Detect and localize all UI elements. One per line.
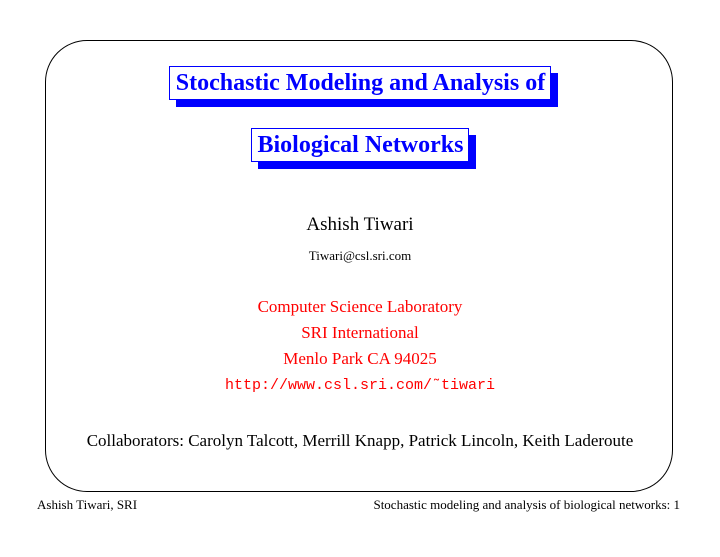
homepage-link[interactable]: http://www.csl.sri.com/˜tiwari: [224, 377, 496, 394]
affiliation-address: Menlo Park CA 94025: [283, 349, 437, 368]
slide-frame: [45, 40, 673, 492]
collaborators: Collaborators: Carolyn Talcott, Merrill Knapp, Patrick Lincoln, Keith Laderoute: [86, 431, 634, 450]
footer-right: Stochastic modeling and analysis of biological networks: 1: [373, 497, 680, 512]
title-line-2: Biological Networks: [251, 128, 470, 162]
affiliation-institution: SRI International: [301, 323, 419, 342]
title-line-1-wrap: [0, 66, 720, 100]
author-name: Ashish Tiwari: [306, 214, 414, 235]
author-email: Tiwari@csl.sri.com: [308, 248, 412, 263]
footer-left: Ashish Tiwari, SRI: [37, 497, 138, 512]
affiliation-lab: Computer Science Laboratory: [257, 297, 463, 316]
title-line-2-wrap: [0, 128, 720, 162]
title-line-1: Stochastic Modeling and Analysis of: [169, 66, 551, 100]
